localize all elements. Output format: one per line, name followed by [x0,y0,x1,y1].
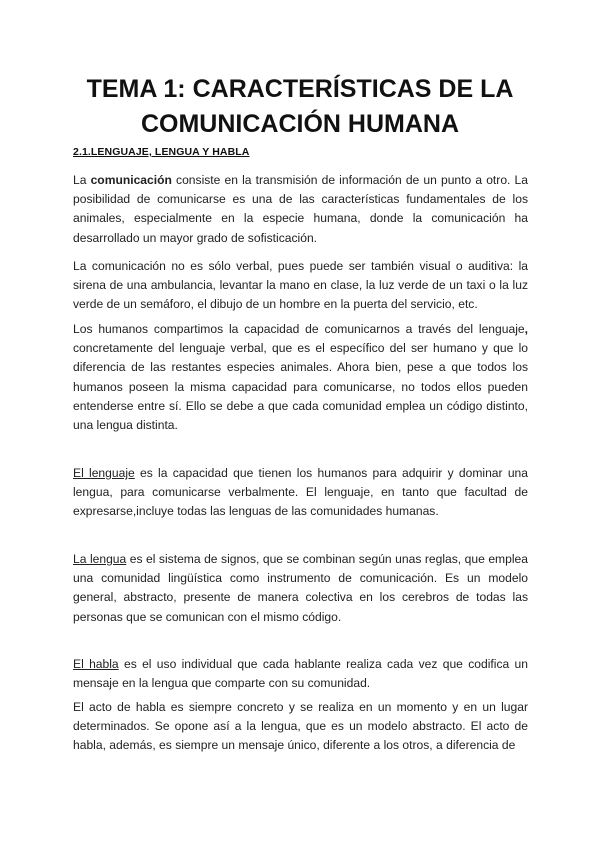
page-title: TEMA 1: CARACTERÍSTICAS DE LA COMUNICACIÓN HUMANA [86,75,514,138]
paragraph-text: es el sistema de signos, que se combinan según unas reglas, que emplea una comunidad lingüística como instrumento de comunicación. Es un modelo general, abstracto, presente de manera colectiva en los cerebros de todas las personas que se comunican con el mismo código. [73,552,528,624]
paragraph-comunicacion [73,171,528,248]
section-heading: 2.1.LENGUAJE, LENGUA Y HABLA [73,146,250,158]
term-la-lengua: La lengua [73,552,127,566]
paragraph-text: es el uso individual que cada hablante realiza cada vez que codifica un mensaje en la lengua que comparte con su comunidad. [73,657,528,691]
paragraph-comunicacion-no-verbal: La comunicación no es sólo verbal, pues puede ser también visual o auditiva: la sirena de una ambulancia, levantar la mano en clase, la luz verde de un taxi o la luz verde de un semáforo, el dibujo de un hombre en la puerta del servicio, etc. [73,259,528,312]
paragraph-acto-de-habla: El acto de habla es siempre concreto y se realiza en un momento y en un lugar determinados. Se opone así a la lengua, que es un modelo abstracto. El acto de habla, además, es siempre un mensaje único, diferente a los otros, a diferencia de [73,700,528,753]
paragraph-lenguaje-humano [73,320,528,435]
paragraph-el-habla [73,655,528,693]
term-el-lenguaje: El lenguaje [73,466,135,480]
paragraph-lead: Los humanos compartimos la capacidad de comunicarnos a través del lenguaje [73,322,525,336]
paragraph-lead: La [73,173,91,187]
paragraph-la-lengua [73,550,528,627]
term-comunicacion: comunicación [90,173,172,187]
paragraph-el-lenguaje [73,464,528,522]
paragraph-text: consiste en la transmisión de información de un punto a otro. La posibilidad de comunicarse es una de las características fundamentales de los animales, especialmente en la especie humana, donde la comunicación ha desarrollado un mayor grado de sofisticación. [73,173,528,245]
paragraph-emphasis-comma: , [524,322,528,336]
paragraph-text: es la capacidad que tienen los humanos para adquirir y dominar una lengua, para comunicarse verbalmente. El lenguaje, en tanto que facultad de expresarse,incluye todas las lenguas de las comunidades humanas. [73,466,529,519]
paragraph-text: concretamente del lenguaje verbal, que es el específico del ser humano y que lo diferencia de las restantes especies animales. Ahora bien, pese a que todos los humanos poseen la misma capacidad para comunicarse, no todos ellos pueden entenderse entre sí. Ello se debe a que cada comunidad emplea un código distinto, una lengua distinta. [73,341,528,433]
term-el-habla: El habla [73,657,119,671]
